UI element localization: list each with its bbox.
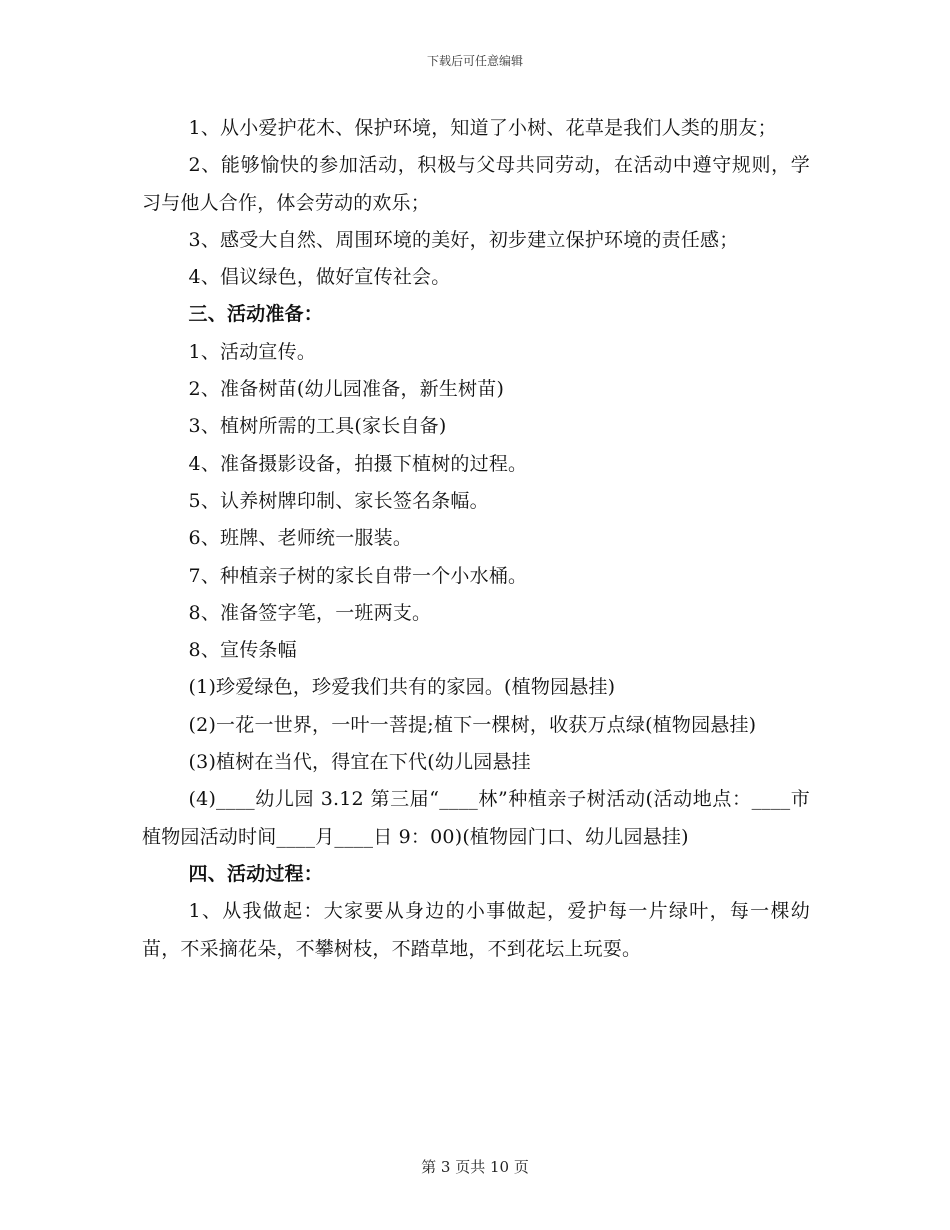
paragraph-goal-2: 2、能够愉快的参加活动，积极与父母共同劳动，在活动中遵守规则，学习与他人合作，体会劳动的欢乐； bbox=[142, 154, 810, 214]
paragraph-prep-6: 6、班牌、老师统一服装。 bbox=[188, 527, 413, 550]
document-body bbox=[142, 110, 810, 968]
section-heading-process: 四、活动过程： bbox=[188, 862, 323, 885]
paragraph-banner-2: (2)一花一世界，一叶一菩提;植下一棵树，收获万点绿(植物园悬挂) bbox=[188, 713, 757, 736]
paragraph-goal-3: 3、感受大自然、周围环境的美好，初步建立保护环境的责任感； bbox=[188, 228, 739, 251]
paragraph-goal-4: 4、倡议绿色，做好宣传社会。 bbox=[188, 266, 451, 289]
paragraph-prep-5: 5、认养树牌印制、家长签名条幅。 bbox=[188, 489, 489, 512]
page-footer: 第 3 页共 10 页 bbox=[421, 1158, 529, 1176]
paragraph-banner-title: 8、宣传条幅 bbox=[188, 639, 297, 662]
paragraph-banner-3: (3)植树在当代，得宜在下代(幼儿园悬挂 bbox=[188, 751, 531, 774]
paragraph-banner-4: (4)____幼儿园 3.12 第三届“____林”种植亲子树活动(活动地点：____市植物园活动时间____月____日 9：00)(植物园门口、幼儿园悬挂) bbox=[142, 788, 810, 848]
paragraph-prep-4: 4、准备摄影设备，拍摄下植树的过程。 bbox=[188, 452, 528, 475]
page-header: 下载后可任意编辑 bbox=[426, 54, 523, 68]
paragraph-goal-1: 1、从小爱护花木、保护环境，知道了小树、花草是我们人类的朋友； bbox=[188, 117, 777, 139]
paragraph-prep-3: 3、植树所需的工具(家长自备) bbox=[188, 415, 447, 438]
paragraph-prep-7: 7、种植亲子树的家长自带一个小水桶。 bbox=[188, 564, 528, 587]
paragraph-prep-2: 2、准备树苗(幼儿园准备，新生树苗) bbox=[188, 378, 505, 401]
paragraph-prep-1: 1、活动宣传。 bbox=[188, 340, 317, 363]
paragraph-prep-8: 8、准备签字笔，一班两支。 bbox=[188, 601, 432, 624]
paragraph-banner-1: (1)珍爱绿色，珍爱我们共有的家园。(植物园悬挂) bbox=[188, 676, 616, 699]
section-heading-preparation: 三、活动准备： bbox=[188, 303, 323, 326]
paragraph-process-1: 1、从我做起：大家要从身边的小事做起，爱护每一片绿叶，每一棵幼苗，不采摘花朵，不攀树枝，不踏草地，不到花坛上玩耍。 bbox=[142, 900, 810, 960]
